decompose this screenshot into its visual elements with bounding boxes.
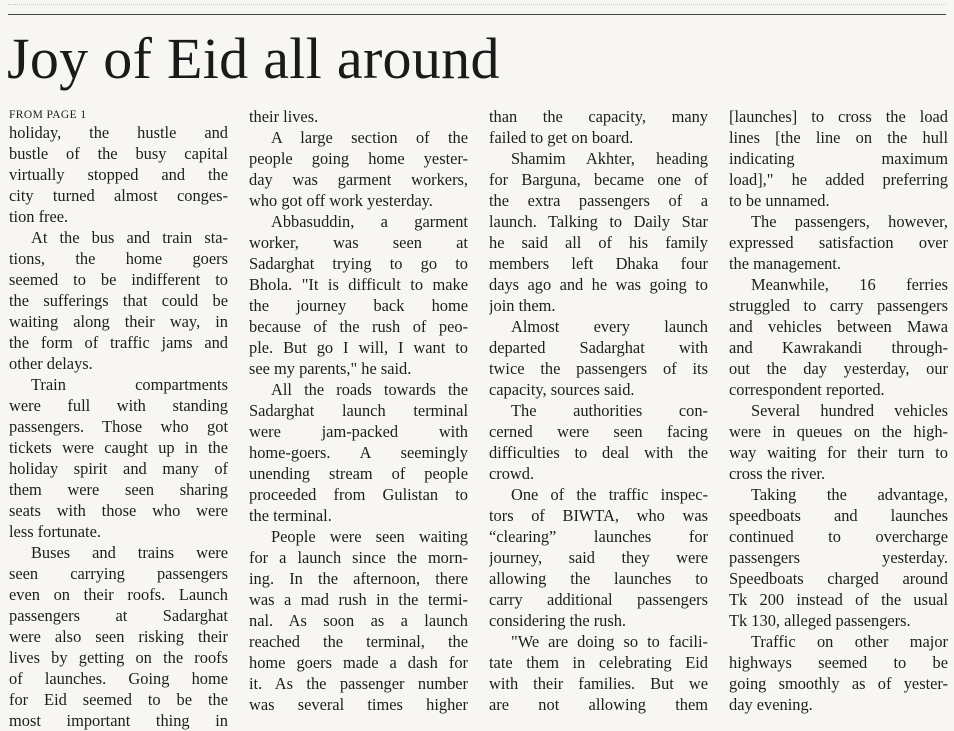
article-text-line: Tk 130, alleged passengers.: [729, 611, 911, 630]
article-text-line: and Kawrakandi through-: [729, 338, 948, 357]
article-text-line: ing. In the afternoon, there: [249, 569, 468, 588]
article-text-line: waiting along their way, in: [9, 312, 228, 331]
article-text-line: Sadarghat trying to go to: [249, 254, 468, 273]
article-text-line: most important thing in: [9, 711, 228, 730]
article-text-line: way waiting for their turn to: [729, 443, 948, 462]
article-text-line: People were seen waiting: [271, 527, 468, 546]
article-text-line: failed to get on board.: [489, 128, 634, 147]
article-text-line: home goers made a dash for: [249, 653, 468, 672]
article-text-line: was several times higher: [249, 695, 468, 714]
article-text-line: holiday, the hustle and: [9, 123, 228, 142]
article-text-line: days ago and he was going to: [489, 275, 708, 294]
article-text-line: considering the rush.: [489, 611, 627, 630]
article-text-line: All the roads towards the: [271, 380, 468, 399]
article-text-line: passengers. Those who got: [9, 417, 228, 436]
article-text-line: A large section of the: [271, 128, 468, 147]
article-text-line: carry additional passengers: [489, 590, 708, 609]
article-text-line: for Barguna, became one of: [489, 170, 708, 189]
article-text-line: people going home yester-: [249, 149, 468, 168]
article-text-line: less fortunate.: [9, 522, 101, 541]
article-text-line: Abbasuddin, a garment: [271, 212, 468, 231]
article-text-line: launch. Talking to Daily Star: [489, 212, 708, 231]
article-text-line: Meanwhile, 16 ferries: [751, 275, 948, 294]
article-text-line: “clearing” launches for: [489, 527, 708, 546]
article-text-line: worker, was seen at: [249, 233, 468, 252]
article-text-line: seen carrying passengers: [9, 564, 228, 583]
article-column-4: [729, 106, 948, 715]
article-text-line: tions, the home goers: [9, 249, 228, 268]
article-text-line: holiday spirit and many of: [9, 459, 228, 478]
article-text-line: because of the rush of peo-: [249, 317, 468, 336]
article-text-line: tion free.: [9, 207, 69, 226]
article-text-line: going smoothly as of yester-: [729, 674, 948, 693]
article-text-line: Several hundred vehicles: [751, 401, 948, 420]
article-text-line: was a mad rush in the termi-: [249, 590, 468, 609]
article-text-line: correspondent reported.: [729, 380, 885, 399]
article-text-line: lives by getting on the roofs: [9, 648, 228, 667]
article-text-line: the journey back home: [249, 296, 468, 315]
headline: Joy of Eid all around: [7, 26, 500, 91]
article-text-line: it. As the passenger number: [249, 674, 468, 693]
article-text-line: capacity, sources said.: [489, 380, 635, 399]
article-text-line: continued to overcharge: [729, 527, 948, 546]
article-text-line: speedboats and launches: [729, 506, 948, 525]
article-text-line: highways seemed to be: [729, 653, 948, 672]
article-text-line: members left Dhaka four: [489, 254, 708, 273]
article-text-line: who got off work yesterday.: [249, 191, 433, 210]
article-text-line: indicating maximum: [729, 149, 948, 168]
article-text-line: Almost every launch: [511, 317, 708, 336]
article-text-line: than the capacity, many: [489, 107, 708, 126]
article-text-line: the sufferings that could be: [9, 291, 228, 310]
article-text-line: with their families. But we: [489, 674, 708, 693]
clipped-previous-line: [8, 0, 946, 5]
article-text-line: Traffic on other major: [751, 632, 948, 651]
article-text-line: struggled to carry passengers: [729, 296, 948, 315]
article-text-line: were also seen risking their: [9, 627, 228, 646]
article-text-line: ple. But go I will, I want to: [249, 338, 468, 357]
article-text-line: tors of BIWTA, who was: [489, 506, 708, 525]
article-text-line: reached the terminal, the: [249, 632, 468, 651]
article-text-line: Sadarghat launch terminal: [249, 401, 468, 420]
article-text-line: their lives.: [249, 107, 319, 126]
article-text-line: departed Sadarghat with: [489, 338, 708, 357]
article-text-line: of launches. Going home: [9, 669, 228, 688]
article-text-line: One of the traffic inspec-: [511, 485, 708, 504]
dateline: FROM PAGE 1: [9, 109, 87, 121]
article-text-line: bustle of the busy capital: [9, 144, 228, 163]
article-text-line: "We are doing so to facili-: [511, 632, 708, 651]
article-text-line: [launches] to cross the load: [729, 107, 948, 126]
article-text-line: even on their roofs. Launch: [9, 585, 228, 604]
article-text-line: proceeded from Gulistan to: [249, 485, 468, 504]
article-text-line: cross the river.: [729, 464, 826, 483]
article-text-line: tate them in celebrating Eid: [489, 653, 708, 672]
article-text-line: unending stream of people: [249, 464, 468, 483]
article-text-line: The passengers, however,: [751, 212, 948, 231]
article-text-line: Buses and trains were: [31, 543, 228, 562]
top-rule: [8, 14, 946, 15]
article-text-line: see my parents," he said.: [249, 359, 412, 378]
article-text-line: them were seen sharing: [9, 480, 228, 499]
article-text-line: other delays.: [9, 354, 93, 373]
article-text-line: Train compartments: [31, 375, 228, 394]
article-text-line: were full with standing: [9, 396, 228, 415]
article-text-line: the management.: [729, 254, 841, 273]
article-text-line: were in queues on the high-: [729, 422, 948, 441]
article-text-line: to be unnamed.: [729, 191, 830, 210]
article-text-line: Tk 200 instead of the usual: [729, 590, 948, 609]
article-text-line: Speedboats charged around: [729, 569, 948, 588]
article-text-line: twice the passengers of its: [489, 359, 708, 378]
article-text-line: The authorities con-: [511, 401, 708, 420]
article-text-line: cerned were seen facing: [489, 422, 708, 441]
article-text-line: allowing the launches to: [489, 569, 708, 588]
article-text-line: join them.: [489, 296, 556, 315]
article-text-line: difficulties to deal with the: [489, 443, 708, 462]
article-column-1: [9, 106, 228, 731]
article-text-line: are not allowing them: [489, 695, 708, 714]
article-text-line: virtually stopped and the: [9, 165, 228, 184]
article-text-line: for a launch since the morn-: [249, 548, 468, 567]
article-column-2: [249, 106, 468, 715]
article-text-line: home-goers. A seemingly: [249, 443, 468, 462]
article-text-line: day was garment workers,: [249, 170, 468, 189]
article-text-line: the terminal.: [249, 506, 332, 525]
article-text-line: At the bus and train sta-: [31, 228, 228, 247]
article-column-3: [489, 106, 708, 715]
article-text-line: seats with those who were: [9, 501, 228, 520]
article-text-line: journey, said they were: [489, 548, 708, 567]
article-text-line: the extra passengers of a: [489, 191, 708, 210]
article-text-line: Taking the advantage,: [751, 485, 948, 504]
article-text-line: tickets were caught up in the: [9, 438, 228, 457]
article-text-line: load]," he added preferring: [729, 170, 948, 189]
article-text-line: the form of traffic jams and: [9, 333, 228, 352]
article-text-line: expressed satisfaction over: [729, 233, 948, 252]
article-text-line: passengers yesterday.: [729, 548, 948, 567]
article-text-line: for Eid seemed to be the: [9, 690, 228, 709]
article-text-line: day evening.: [729, 695, 813, 714]
article-text-line: nal. As soon as a launch: [249, 611, 468, 630]
article-text-line: he said all of his family: [489, 233, 708, 252]
article-text-line: crowd.: [489, 464, 535, 483]
article-text-line: out the day yesterday, our: [729, 359, 948, 378]
article-text-line: were jam-packed with: [249, 422, 468, 441]
article-text-line: city turned almost conges-: [9, 186, 228, 205]
article-text-line: Shamim Akhter, heading: [511, 149, 708, 168]
article-text-line: lines [the line on the hull: [729, 128, 948, 147]
article-text-line: passengers at Sadarghat: [9, 606, 228, 625]
article-text-line: and vehicles between Mawa: [729, 317, 948, 336]
article-text-line: Bhola. "It is difficult to make: [249, 275, 468, 294]
article-text-line: seemed to be indifferent to: [9, 270, 228, 289]
